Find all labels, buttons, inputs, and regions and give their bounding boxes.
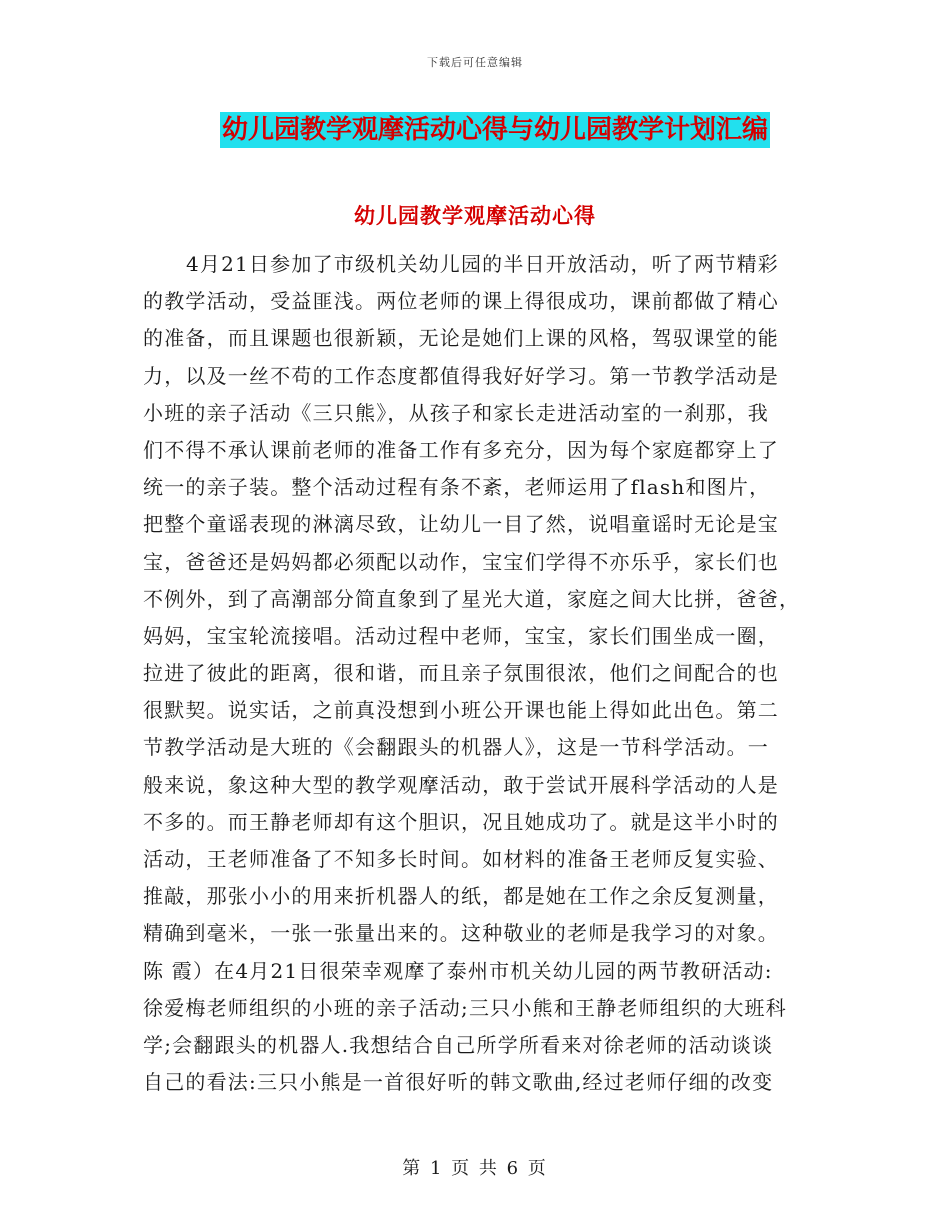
body-text bbox=[143, 246, 807, 1101]
paragraph-line: 力，以及一丝不苟的工作态度都值得我好好学习。第一节教学活动是 bbox=[143, 363, 779, 388]
paragraph-line: 妈妈，宝宝轮流接唱。活动过程中老师，宝宝，家长们围坐成一圈， bbox=[143, 623, 779, 648]
paragraph-line: 拉进了彼此的距离，很和谐，而且亲子氛围很浓，他们之间配合的也 bbox=[143, 661, 779, 686]
paragraph-line: 的教学活动，受益匪浅。两位老师的课上得很成功，课前都做了精心 bbox=[143, 289, 779, 314]
header-note: 下载后可任意编辑 bbox=[427, 56, 523, 69]
paragraph-line: 们不得不承认课前老师的准备工作有多充分，因为每个家庭都穿上了 bbox=[143, 437, 779, 462]
section-title: 幼儿园教学观摩活动心得 bbox=[354, 203, 596, 228]
paragraph-line: 不例外，到了高潮部分简直象到了星光大道，家庭之间大比拼，爸爸， bbox=[143, 586, 801, 611]
paragraph-line: 自己的看法:三只小熊是一首很好听的韩文歌曲,经过老师仔细的改变 bbox=[143, 1070, 774, 1095]
paragraph-line: 很默契。说实话，之前真没想到小班公开课也能上得如此出色。第二 bbox=[143, 698, 779, 723]
paragraph-line: 推敲，那张小小的用来折机器人的纸，都是她在工作之余反复测量， bbox=[143, 884, 779, 909]
paragraph-line: 陈 霞）在4月21日很荣幸观摩了泰州市机关幼儿园的两节教研活动: bbox=[143, 958, 773, 983]
paragraph-line: 徐爱梅老师组织的小班的亲子活动;三只小熊和王静老师组织的大班科 bbox=[143, 995, 787, 1020]
document-title: 幼儿园教学观摩活动心得与幼儿园教学计划汇编 bbox=[220, 112, 770, 148]
paragraph-line: 学;会翻跟头的机器人.我想结合自己所学所看来对徐老师的活动谈谈 bbox=[143, 1032, 774, 1057]
paragraph-line: 精确到毫米，一张一张量出来的。这种敬业的老师是我学习的对象。 bbox=[143, 921, 779, 946]
paragraph-line: 般来说，象这种大型的教学观摩活动，敢于尝试开展科学活动的人是 bbox=[143, 772, 779, 797]
paragraph-line: 的准备，而且课题也很新颖，无论是她们上课的风格，驾驭课堂的能 bbox=[143, 326, 779, 351]
paragraph-line: 活动，王老师准备了不知多长时间。如材料的准备王老师反复实验、 bbox=[143, 847, 779, 871]
paragraph-line: 不多的。而王静老师却有这个胆识，况且她成功了。就是这半小时的 bbox=[143, 809, 779, 834]
paragraph-line: 统一的亲子装。整个活动过程有条不紊，老师运用了flash和图片， bbox=[143, 475, 771, 500]
paragraph-line: 小班的亲子活动《三只熊》，从孩子和家长走进活动室的一刹那，我 bbox=[143, 400, 769, 425]
page-number-footer: 第 1 页 共 6 页 bbox=[402, 1158, 548, 1179]
paragraph-line: 节教学活动是大班的《会翻跟头的机器人》，这是一节科学活动。一 bbox=[143, 735, 769, 760]
paragraph-line: 4月21日参加了市级机关幼儿园的半日开放活动，听了两节精彩 bbox=[186, 252, 779, 276]
paragraph-line: 宝，爸爸还是妈妈都必须配以动作，宝宝们学得不亦乐乎，家长们也 bbox=[143, 549, 779, 574]
paragraph-line: 把整个童谣表现的淋漓尽致，让幼儿一目了然，说唱童谣时无论是宝 bbox=[143, 512, 779, 537]
